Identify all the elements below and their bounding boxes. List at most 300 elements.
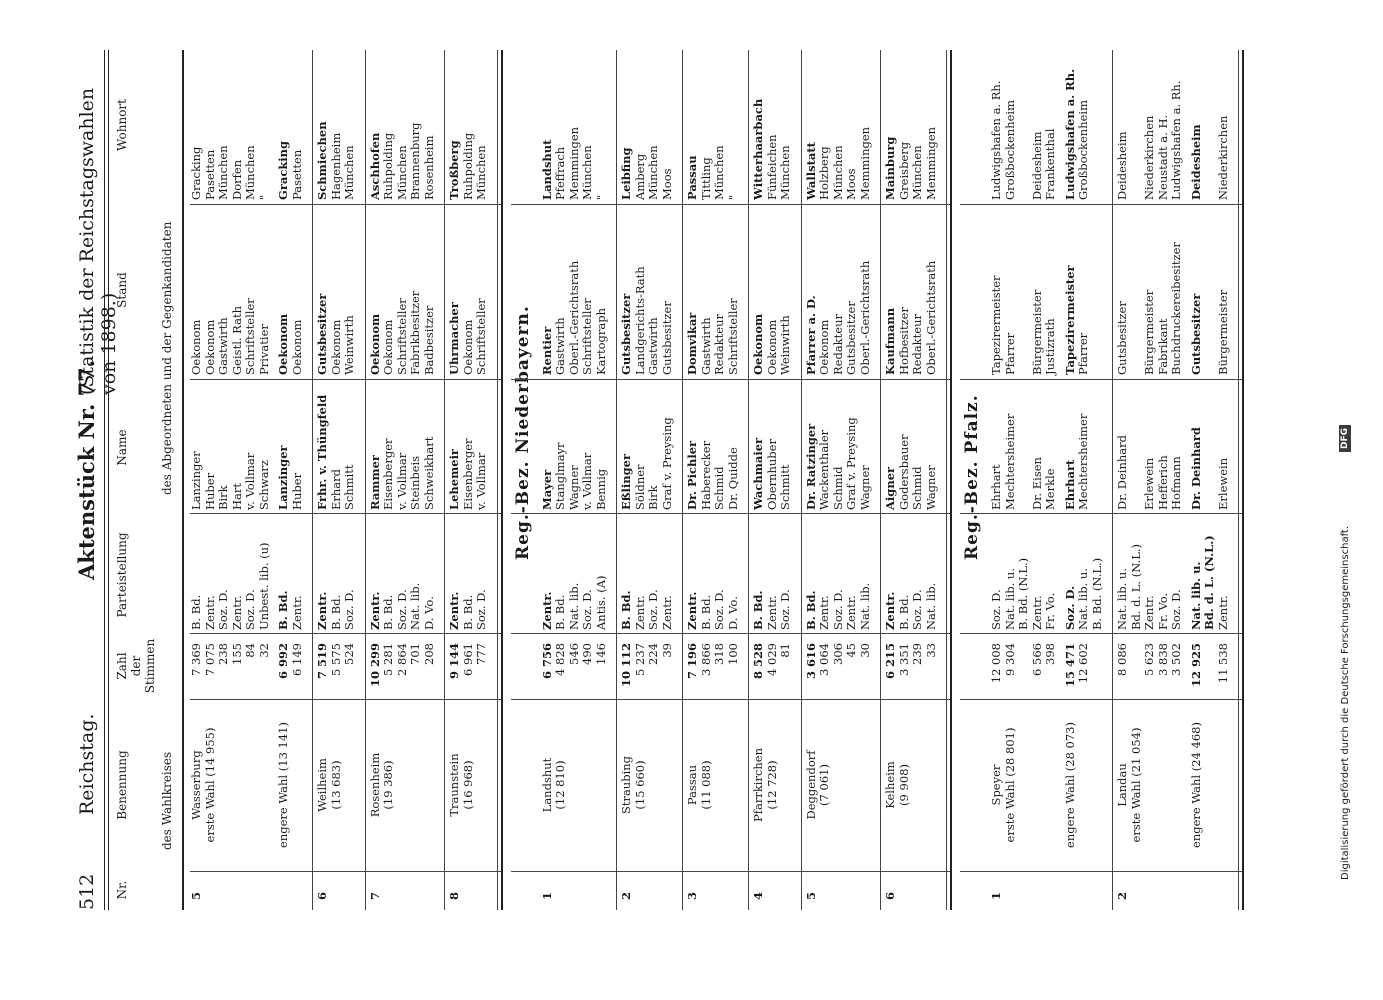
candidate-name: Wagner [857,465,872,510]
vote-count: 6 149 [289,643,304,676]
vote-count: 7 196 [685,643,699,680]
vote-count: 15 471 [1062,643,1077,688]
district-name: Pfarrkirchen (12 728) [751,747,779,823]
party: B. Bd. [276,590,290,630]
candidate-name: Wachmaier [751,437,765,510]
vote-count: 4 828 [553,643,567,676]
candidate-name: Huber [202,472,217,510]
residence: Rosenheim [421,135,436,200]
group-divider [946,50,947,910]
vote-count: 84 [243,643,257,658]
occupation: Weinwirth [342,315,356,375]
district-number: 6 [883,891,897,900]
district-name: Landshut (12 810) [539,757,567,813]
candidate-name: Aigner [883,466,897,510]
column-rule [190,633,501,634]
district-number: 2 [619,891,633,900]
runoff-label: engere Wahl (28 073) [1062,722,1077,848]
district-name: Speyer erste Wahl (28 801) [989,727,1017,843]
district-name: Rosenheim (19 386) [367,752,395,818]
occupation: Oekonom [367,313,382,375]
party: Zentr. [229,595,244,630]
residence: Memmingen [566,126,581,200]
candidate-name: Frhr. v. Thüngfeld [315,394,329,510]
vote-count: 777 [474,643,488,665]
section-rule [950,50,952,910]
party: B. Bd. [896,594,911,630]
occupation: Badbesitzer [421,305,436,375]
party: Nat. lib. u. B. Bd. (N.L.) [1002,557,1030,630]
party: Soz. D. [910,589,924,630]
party: Unbest. lib. (u) [256,542,271,630]
column-rule [960,204,1242,205]
vote-count: 12 008 [989,643,1003,684]
vote-count: 3 616 [803,643,818,680]
col-zahl: Zahl der Stimmen [115,638,157,694]
party: B. Bd. [751,590,765,630]
residence: München [646,145,660,200]
district-name: Deggendorf (7 061) [803,750,831,820]
residence: München [910,145,924,200]
party: Nat. lib. [857,582,872,630]
residence: Niederkirchen [1215,115,1230,200]
residence: Memmingen [857,126,872,200]
occupation: Gastwirth [553,317,567,375]
party: Soz. D. [342,589,356,630]
occupation: Justizrath [1043,318,1057,375]
table-top-rule [182,50,184,910]
occupation: Bürgermeister [1029,289,1044,375]
residence: München [778,145,792,200]
vote-count: 6 215 [883,643,897,680]
column-rule [511,379,951,380]
party: Soz. D. [778,589,792,630]
column-rule [511,513,951,514]
candidate-name: Dr. Eisen [1029,457,1044,510]
residence: Aschhofen [367,132,382,200]
candidate-name: Söldner [632,464,647,510]
occupation: Oekonom [751,313,765,375]
occupation: Redakteur [910,314,924,375]
party: Zentr. [659,595,674,630]
party: Soz. D. [1062,585,1077,630]
digitization-credit: Digitalisierung gefördert durch die Deutsche Forschungsgemeinschaft. [1340,525,1351,880]
party: Zentr. [1215,595,1230,630]
occupation: Bürgermeister [1142,289,1156,375]
party: Zentr. [202,595,217,630]
candidate-name: Hofmann [1169,456,1183,510]
residence: München [342,145,356,200]
party: Soz. D. [1169,589,1183,630]
vote-count: 3 351 [896,643,911,676]
candidate-name: v. Vollmar [474,452,488,510]
col-subtitle: des Abgeordneten und der Gegenkandidaten [160,221,174,495]
party: Zentr. [1029,595,1044,630]
residence: München [394,145,409,200]
vote-count: 398 [1043,643,1057,665]
candidate-name: Dr. Deinhard [1115,435,1129,510]
vote-count: 30 [857,643,872,658]
vote-count: 306 [830,643,845,665]
vote-count: 6 961 [460,643,475,676]
vote-count: 208 [421,643,436,665]
occupation: Gutsbesitzer [619,293,633,375]
occupation: Kartograph [593,308,608,375]
column-rule [511,633,951,634]
candidate-name: Birk [646,485,660,510]
candidate-name: Wackenthaler [817,429,831,510]
occupation: Geistl. Rath [229,306,244,375]
vote-count: 100 [725,643,740,665]
candidate-name: Mayer [539,469,554,510]
residence: " [256,194,271,200]
occupation: Oekonom [276,313,290,375]
residence: " [593,194,608,200]
candidate-name: Obernhuber [764,439,779,510]
occupation: Schriftsteller [725,298,740,375]
vote-count: 5 281 [381,643,395,676]
residence: Witterhaarbach [751,98,765,200]
occupation: Weinwirth [778,315,792,375]
vote-count: 10 299 [367,643,382,688]
candidate-name: Ehrhart [1062,459,1077,510]
candidate-name: Schmid [910,466,924,510]
residence: München [474,145,488,200]
candidate-name: Schweikhart [421,436,436,510]
occupation: Pfarrer [1002,332,1017,375]
party: Soz. D. [394,589,409,630]
header-rule [104,50,105,910]
party: B. Bd. [619,590,633,630]
occupation: Redakteur [830,314,845,375]
party: Zentr. [632,595,647,630]
party: Soz. D. [474,589,488,630]
candidate-name: Birk [216,485,230,510]
occupation: Fabrikant [1155,318,1170,375]
district-number: 8 [447,891,461,900]
occupation: Gutsbesitzer [844,301,858,375]
residence: Holzberg [817,146,831,200]
residence: München [580,145,594,200]
header-left: Reichstag. [76,713,98,815]
district-name: Straubing (15 660) [619,755,647,815]
candidate-name: Mechtersheimer [1002,413,1017,510]
column-rule [190,699,501,700]
occupation: Pfarrer [1076,332,1090,375]
group-divider [801,50,802,910]
candidate-name: Mechtersheimer [1076,413,1090,510]
party: Zentr. [315,591,329,630]
vote-count: 6 992 [276,643,290,680]
occupation: Gastwirth [646,317,660,375]
party: Soz. D. [646,589,660,630]
section-rule [1242,50,1244,910]
residence: Moos [844,168,858,200]
vote-count: 155 [229,643,244,665]
candidate-name: Eßlinger [619,453,633,510]
candidate-name: Lanzinger [189,451,203,510]
candidate-name: Graf v. Preysing [844,417,858,510]
district-number: 5 [803,891,818,900]
vote-count: 5 237 [632,643,647,676]
party: B. Bd. [189,594,203,630]
party: B. Bd. [328,594,343,630]
residence: Passau [685,155,699,200]
column-rule [960,633,1242,634]
party: Soz. D. [216,589,230,630]
occupation: Oekonom [817,319,831,375]
residence: Deidesheim [1115,131,1129,200]
party: Nat. lib. [566,582,581,630]
residence: Gracking [276,140,290,200]
vote-count: 5 575 [328,643,343,676]
occupation: Hofbesitzer [896,307,911,375]
column-rule [190,513,501,514]
party: Zentr. [367,591,382,630]
candidate-name: Graf v. Preysing [659,417,674,510]
col-wohnort: Wohnort [115,99,129,151]
vote-count: 6 566 [1029,643,1044,676]
vote-count: 9 144 [447,643,461,680]
occupation: Rentier [539,326,554,375]
residence: München [243,145,257,200]
residence: München [216,145,230,200]
party: Fr. Vo. [1043,592,1057,630]
candidate-name: Schwarz [256,460,271,510]
residence: Memmingen [923,126,938,200]
column-rule [511,699,951,700]
candidate-name: Schmitt [342,464,356,510]
district-name: Wasserburg erste Wahl (14 955) [189,727,217,843]
party: Zentr. [539,591,554,630]
district-number: 5 [189,891,203,900]
occupation: Oekonom [381,319,395,375]
party: Zentr. [685,591,699,630]
district-name: Kelheim (9 908) [883,761,911,809]
group-divider [1238,50,1239,910]
header-rule-2 [108,50,109,910]
col-stand: Stand [115,272,129,308]
vote-count: 490 [580,643,594,665]
column-rule [960,871,1242,872]
residence: Schmiechen [315,121,329,200]
residence: Fünfeichen [764,134,779,200]
candidate-name: Dr. Ratzinger [803,423,818,510]
candidate-name: Rammer [367,455,382,510]
party: Soz. D. [989,589,1003,630]
candidate-name: Hefferich [1155,455,1170,510]
party: Zentr. [844,595,858,630]
group-divider [497,50,498,910]
occupation: Schriftsteller [580,298,594,375]
col-wahlkreis: des Wahlkreises [160,751,174,850]
candidate-name: Hart [229,482,244,510]
party: B. Bd. [803,590,818,630]
group-divider [748,50,749,910]
residence: Troßberg [447,140,461,200]
vote-count: 146 [593,643,608,665]
header-title: Aktenstück Nr. 77. [74,359,99,580]
occupation: Fabrikbesitzer [408,290,422,375]
district-name: Traunstein (16 968) [447,753,475,817]
occupation: Gutsbesitzer [1188,293,1203,375]
vote-count: 6 756 [539,643,554,680]
vote-count: 238 [216,643,230,665]
residence: Großbockenheim [1002,100,1017,200]
region-title: Reg.-Bez. Niederbayern. [512,305,533,560]
candidate-name: Erlewein [1142,457,1156,510]
party: Nat. lib. [408,582,422,630]
vote-count: 3 502 [1169,643,1183,676]
residence: Landshut [539,139,554,200]
vote-count: 2 864 [394,643,409,676]
party: D. Vo. [421,596,436,630]
candidate-name: Dr. Pichler [685,440,699,510]
page-header [70,50,120,910]
vote-count: 7 369 [189,643,203,676]
residence: Mainburg [883,136,897,200]
occupation: Gutsbesitzer [659,301,674,375]
occupation: Bürgermeister [1215,289,1230,375]
candidate-name: Erlewein [1215,457,1230,510]
occupation: Oekonom [328,319,343,375]
occupation: Oberl.-Gerichtsrath [857,260,872,375]
vote-count: 7 519 [315,643,329,680]
candidate-name: v. Vollmar [243,452,257,510]
occupation: Oberl.-Gerichtsrath [566,260,581,375]
occupation: Buchdruckereibesitzer [1169,242,1183,375]
occupation: Kaufmann [883,307,897,375]
occupation: Oekonom [460,319,475,375]
residence: Ludwigshafen a. Rh. [989,80,1003,200]
occupation: Uhrmacher [447,302,461,375]
occupation: Tapezirermeister [989,275,1003,375]
residence: Hagenheim [328,132,343,200]
vote-count: 4 029 [764,643,779,676]
group-divider [444,50,445,910]
candidate-name: v. Vollmar [580,452,594,510]
group-divider [616,50,617,910]
party: Nat. lib. [923,582,938,630]
column-rule [960,699,1242,700]
residence: Leibfing [619,147,633,200]
residence: Ruhpolding [460,132,475,200]
column-rule [190,379,501,380]
district-name: Weilheim (13 683) [315,758,343,812]
section-rule [501,50,503,910]
candidate-name: Schmitt [778,464,792,510]
district-number: 3 [685,891,699,900]
party: B. Bd. [698,594,713,630]
residence: Dorfen [229,159,244,200]
party: Soz. D. [830,589,845,630]
district-number: 6 [315,891,329,900]
column-rule [190,871,501,872]
column-rule [960,513,1242,514]
vote-count: 33 [923,643,938,658]
runoff-label: engere Wahl (13 141) [276,722,290,848]
vote-count: 546 [566,643,581,665]
party: Soz. D. [580,589,594,630]
party: Zentr. [1142,595,1156,630]
vote-count: 81 [778,643,792,658]
residence: Greisberg [896,141,911,200]
candidate-name: Stanglmayr [553,442,567,510]
occupation: Gastwirth [216,317,230,375]
occupation: Oekonom [202,319,217,375]
candidate-name: Huber [289,472,304,510]
group-divider [682,50,683,910]
party: Fr. Vo. [1155,592,1170,630]
occupation: Oekonom [189,319,203,375]
candidate-name: Haberecker [698,440,713,510]
runoff-label: engere Wahl (24 468) [1188,722,1203,848]
vote-count: 9 304 [1002,643,1017,676]
occupation: Gastwirth [698,317,713,375]
party: Nat. lib. u. Bd. d. L. (N.L.) [1115,544,1143,630]
candidate-name: Steinbeis [408,455,422,510]
vote-count: 12 925 [1188,643,1203,688]
residence: Niederkirchen [1142,115,1156,200]
residence: München [830,145,845,200]
vote-count: 524 [342,643,356,665]
vote-count: 5 623 [1142,643,1156,676]
residence: " [725,194,740,200]
residence: Moos [659,168,674,200]
vote-count: 39 [659,643,674,658]
candidate-name: Wagner [923,465,938,510]
candidate-name: Schmid [830,466,845,510]
candidate-name: Wagner [566,465,581,510]
vote-count: 45 [844,643,858,658]
occupation: Privatier [256,324,271,375]
occupation: Pfarrer a. D. [803,295,818,375]
party: Soz. D. [243,589,257,630]
residence: Deidesheim [1029,131,1044,200]
residence: Wallstatt [803,142,818,200]
district-name: Passau (11 088) [685,760,713,810]
vote-count: 32 [256,643,271,658]
occupation: Schriftsteller [243,298,257,375]
vote-count: 3 064 [817,643,831,676]
occupation: Gutsbesitzer [315,293,329,375]
vote-count: 11 538 [1215,643,1230,684]
column-rule [960,379,1242,380]
residence: Gracking [189,146,203,200]
group-divider [1112,50,1113,910]
residence: Ludwigshafen a. Rh. [1169,80,1183,200]
col-nr: Nr. [115,880,129,900]
candidate-name: Eisenberger [381,438,395,510]
residence: Großbockenheim [1076,100,1090,200]
candidate-name: Eisenberger [460,438,475,510]
candidate-name: v. Vollmar [394,452,409,510]
vote-count: 8 086 [1115,643,1129,676]
group-divider [880,50,881,910]
page-number: 512 [76,873,98,910]
occupation: Tapezirermeister [1062,265,1077,375]
residence: Ruhpolding [381,132,395,200]
dfg-logo: DFG [1339,425,1351,452]
vote-count: 12 602 [1076,643,1090,684]
candidate-name: Ehrhart [989,464,1003,510]
vote-count: 701 [408,643,422,665]
district-number: 1 [539,891,554,900]
party: Nat. lib. u. Bd. d. L. (N.L.) [1188,535,1216,630]
column-rule [511,204,951,205]
residence: Amberg [632,153,647,200]
party: B. Bd. [460,594,475,630]
